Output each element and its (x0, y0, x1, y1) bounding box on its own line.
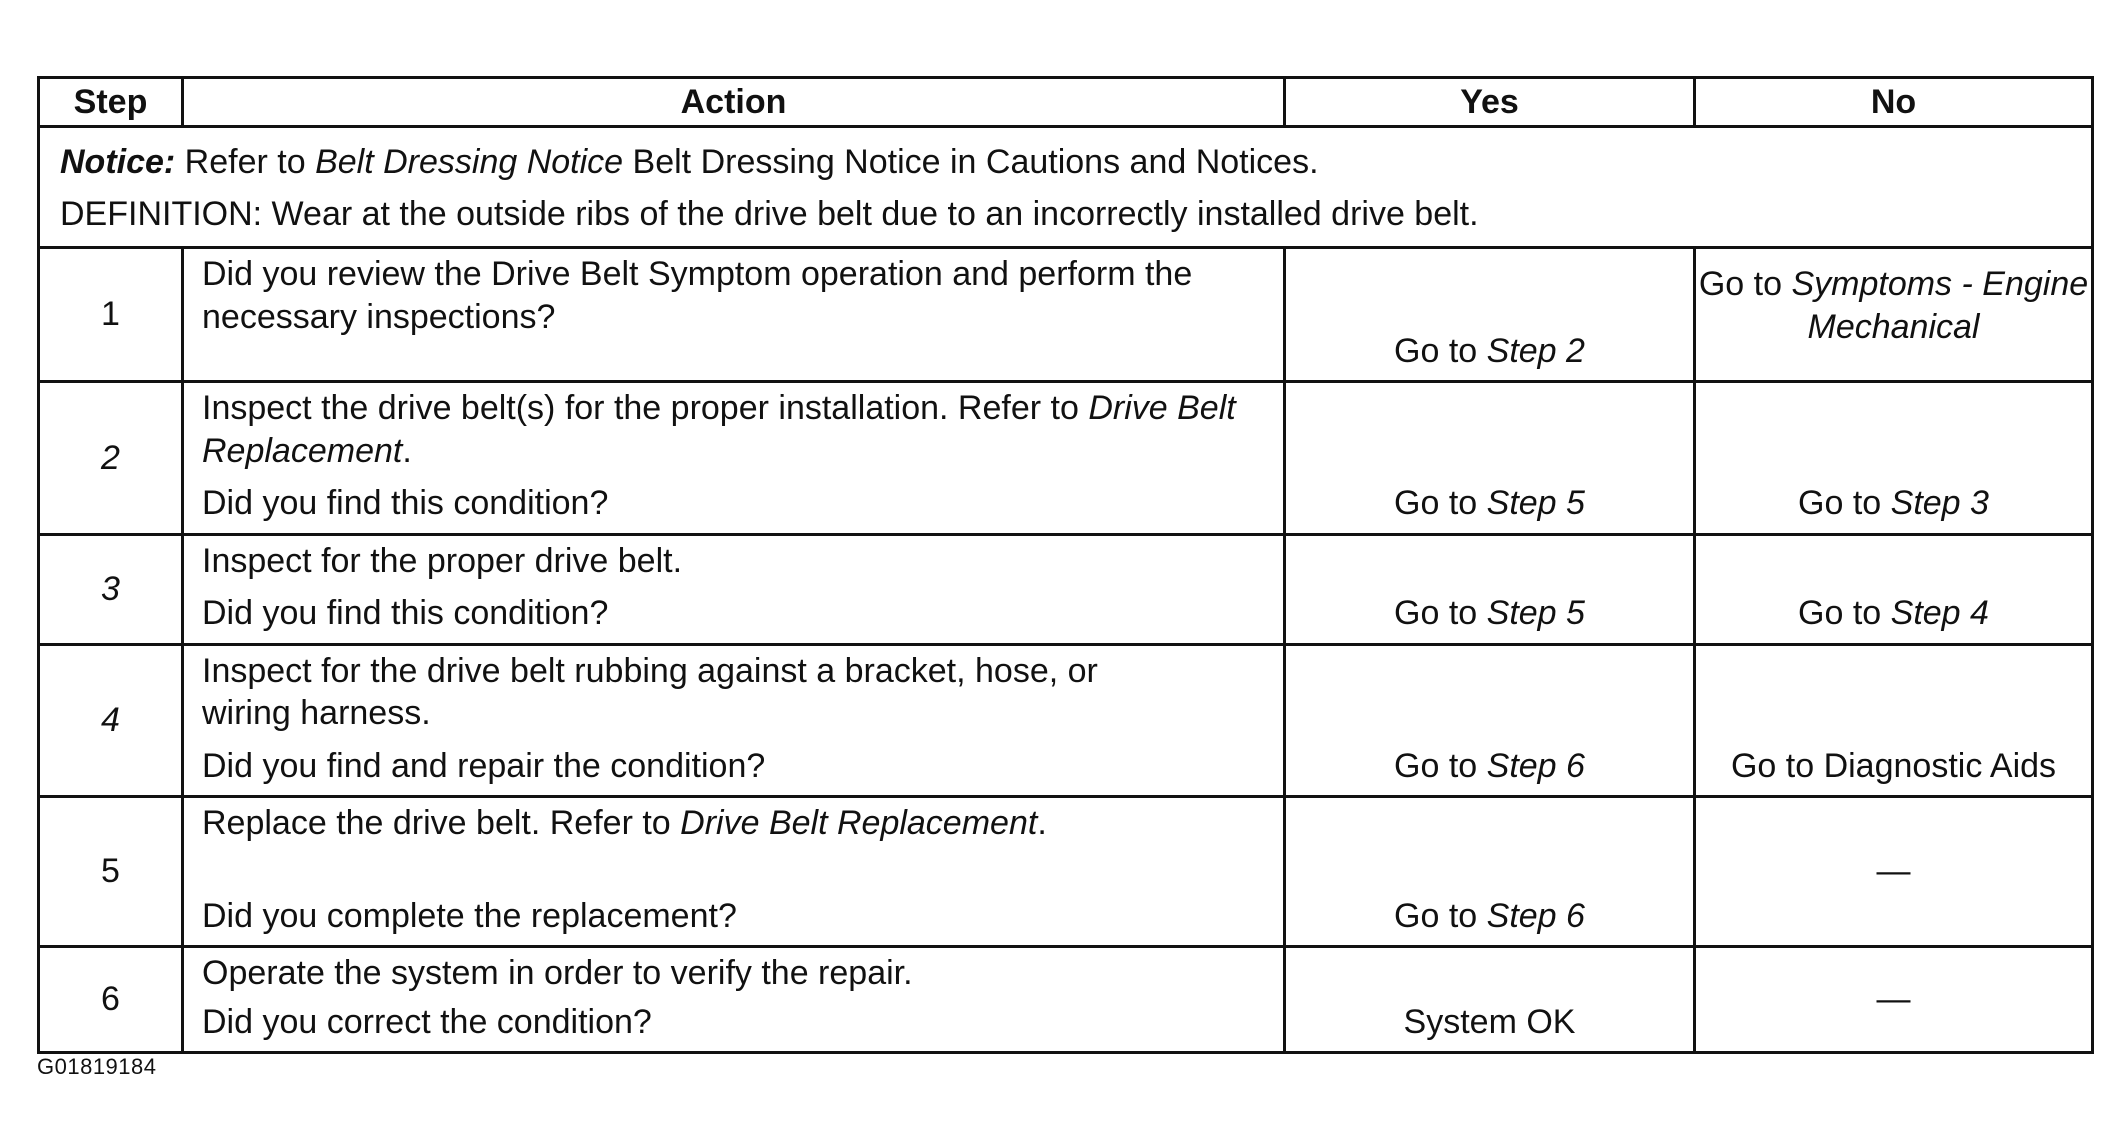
notice-row (39, 127, 2093, 248)
header-row (39, 78, 2093, 127)
no-prefix: Go to (1798, 484, 1891, 522)
diagnostic-table (37, 76, 2094, 1054)
action-question: Did you complete the replacement? (202, 896, 737, 935)
step-number: 1 (39, 248, 183, 382)
notice-label: Notice: (60, 143, 176, 181)
yes-ref: Step 6 (1486, 746, 1585, 785)
header-step: Step (39, 78, 183, 127)
no-ref: Symptoms - Engine Mechanical (1791, 265, 2089, 346)
step-number: 6 (39, 947, 183, 1053)
action-ref-tail: . (402, 431, 412, 470)
action-question: Did you correct the condition? (202, 1002, 652, 1041)
yes-ref: Step 5 (1486, 484, 1585, 522)
step-number: 5 (39, 797, 183, 947)
yes-result: System OK (1403, 1002, 1576, 1041)
action-text: Inspect for the proper drive belt. (202, 541, 683, 580)
yes-prefix: Go to (1394, 746, 1487, 785)
yes-ref: Step 2 (1486, 331, 1585, 370)
step-number: 2 (39, 382, 183, 535)
action-ref: Drive Belt Replacement (202, 389, 1236, 470)
yes-prefix: Go to (1394, 896, 1487, 935)
no-prefix: Go to (1698, 265, 1792, 303)
action-question: Did you find this condition? (202, 484, 609, 522)
action-ref: Drive Belt Replacement (680, 804, 1038, 842)
table-row (39, 797, 2093, 947)
action-text-block (202, 802, 1265, 845)
action-cell (183, 644, 1285, 797)
header-yes: Yes (1285, 78, 1695, 127)
yes-cell (1285, 248, 1695, 382)
no-dash: — (1876, 852, 1911, 891)
step-number: 3 (39, 534, 183, 644)
header-action: Action (183, 78, 1285, 127)
yes-ref: Step 6 (1486, 896, 1585, 935)
step-number: 4 (39, 644, 183, 797)
action-cell (183, 797, 1285, 947)
action-question: Did you find and repair the condition? (202, 746, 766, 785)
no-cell (1695, 534, 2093, 644)
yes-cell (1285, 382, 1695, 535)
no-prefix: Go to (1798, 594, 1891, 632)
table-row (39, 382, 2093, 535)
yes-cell (1285, 797, 1695, 947)
action-text: Inspect for the drive belt rubbing against a bracket, hose, or wiring harness. (202, 651, 1098, 732)
action-cell (183, 534, 1285, 644)
action-text: Replace the drive belt. Refer to (202, 804, 681, 842)
notice-text-after: Belt Dressing Notice in Cautions and Notices. (623, 143, 1319, 181)
no-prefix: Go to Diagnostic Aids (1730, 746, 2057, 785)
yes-prefix: Go to (1394, 331, 1487, 370)
yes-ref: Step 5 (1486, 594, 1585, 632)
no-cell (1695, 797, 2093, 947)
table-row (39, 534, 2093, 644)
yes-prefix: Go to (1394, 484, 1487, 522)
notice-ref: Belt Dressing Notice (315, 143, 624, 181)
action-text: Operate the system in order to verify the repair. (202, 954, 913, 992)
no-ref: Step 4 (1890, 594, 1989, 632)
notice-cell (39, 127, 2093, 248)
no-ref: Step 3 (1890, 484, 1989, 522)
action-text: Did you review the Drive Belt Symptom operation and perform the necessary inspections? (202, 255, 1193, 336)
action-text-block (202, 387, 1265, 472)
notice-text-before: Refer to (175, 143, 316, 181)
table-row (39, 947, 2093, 1053)
table-row (39, 644, 2093, 797)
no-cell (1695, 382, 2093, 535)
yes-prefix: Go to (1394, 594, 1487, 632)
action-ref-tail: . (1037, 804, 1047, 842)
no-cell (1695, 644, 2093, 797)
figure-id: G01819184 (37, 1054, 157, 1079)
action-cell (183, 382, 1285, 535)
notice-line (60, 136, 2071, 188)
definition-line: DEFINITION: Wear at the outside ribs of the drive belt due to an incorrectly installed drive belt. (60, 195, 1479, 233)
table-row (39, 248, 2093, 382)
no-cell (1695, 947, 2093, 1053)
no-dash: — (1876, 980, 1911, 1019)
header-no: No (1695, 78, 2093, 127)
action-question: Did you find this condition? (202, 594, 609, 632)
no-cell (1695, 248, 2093, 382)
yes-cell (1285, 644, 1695, 797)
yes-cell (1285, 947, 1695, 1053)
action-cell (183, 947, 1285, 1053)
action-cell (183, 248, 1285, 382)
yes-cell (1285, 534, 1695, 644)
action-text: Inspect the drive belt(s) for the proper installation. Refer to (202, 389, 1089, 427)
